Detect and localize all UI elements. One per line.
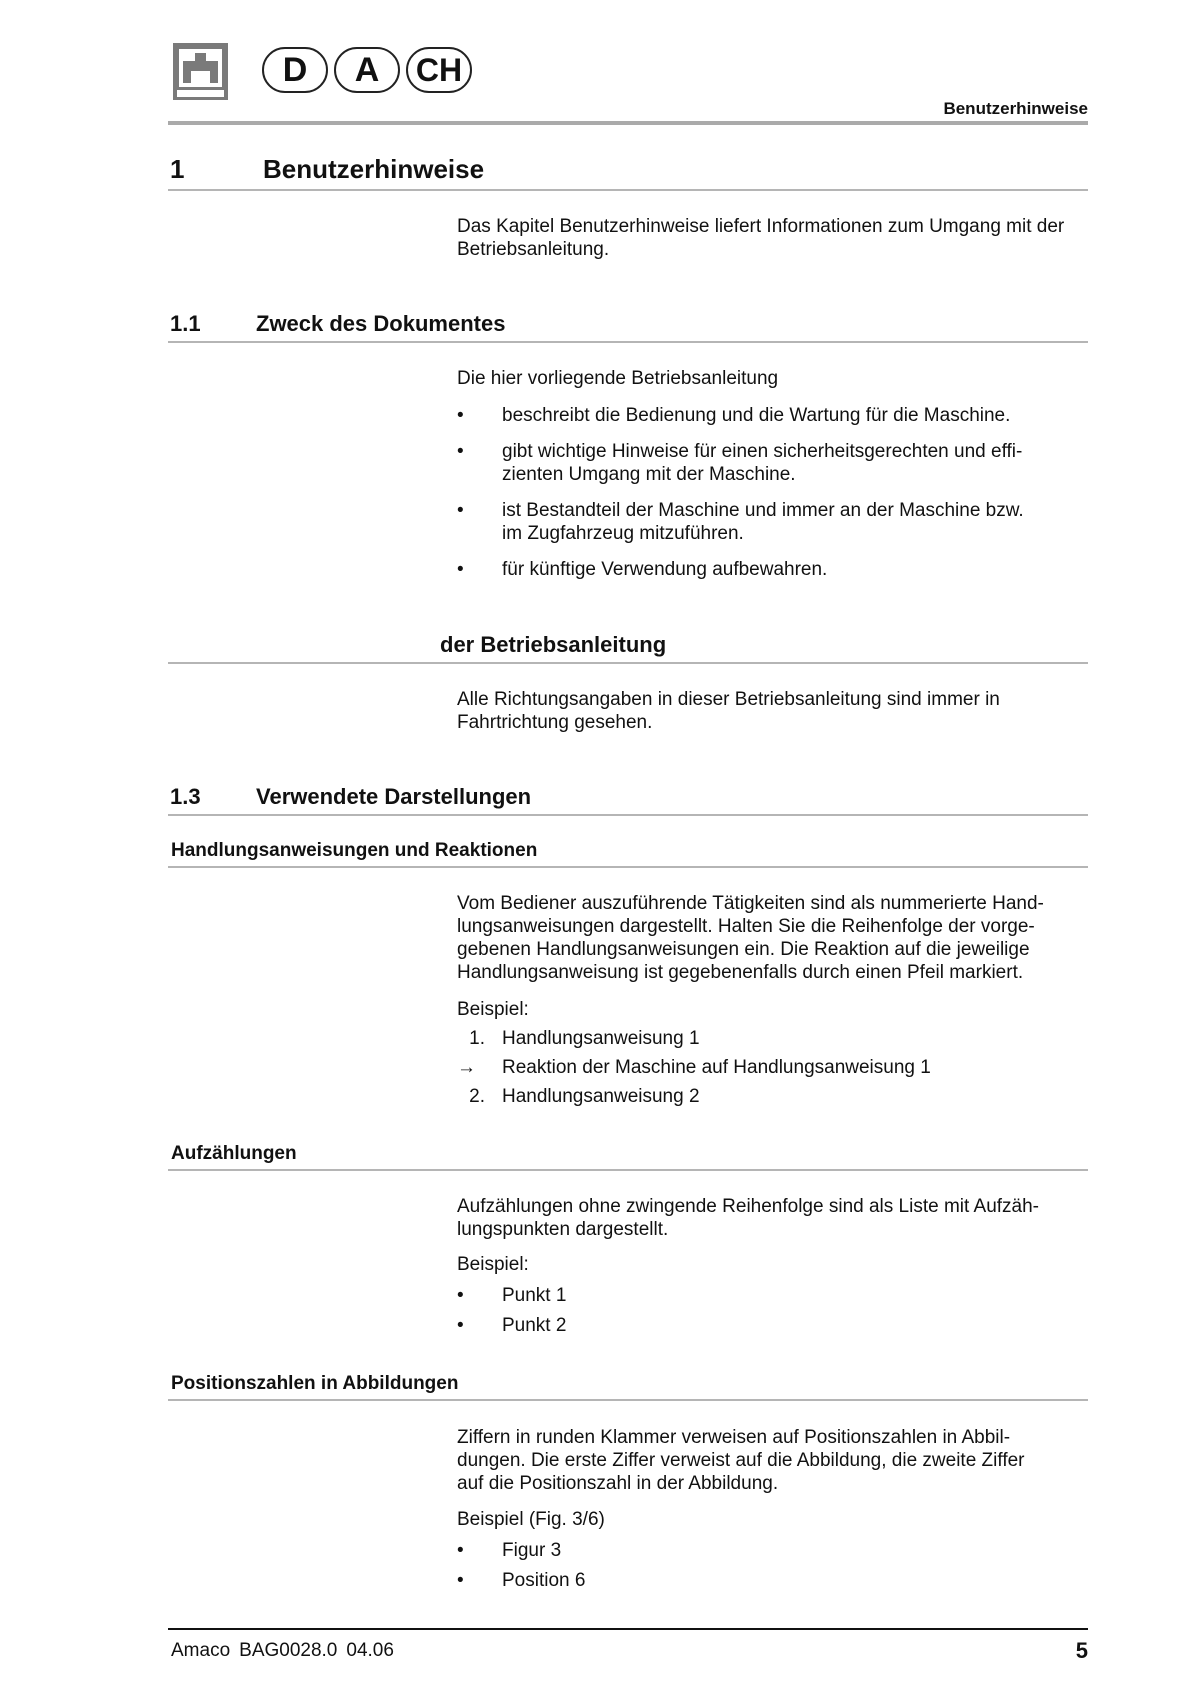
subsection-pos-rule: [168, 1399, 1088, 1401]
running-head: Benutzerhinweise: [943, 99, 1088, 118]
bullet-icon: •: [457, 441, 464, 462]
amazone-logo: [173, 43, 228, 100]
footer-doc-number: BAG0028.0: [239, 1640, 338, 1661]
bullet-icon: •: [457, 559, 464, 580]
section-1-2-rule: [168, 662, 1088, 664]
footer-date: 04.06: [346, 1640, 394, 1661]
list-item: • gibt wichtige Hinweise für einen sicherheitsgerechten und effi- zienten Umgang mit der Maschine.: [457, 441, 1023, 485]
section-1-1-title: Zweck des Dokumentes: [256, 311, 506, 336]
section-1-1-number: 1.1: [170, 311, 201, 336]
section-1-1-lead: Die hier vorliegende Betriebsanleitung: [457, 368, 779, 389]
footer-rule: [168, 1628, 1088, 1630]
subsection-aufz-title: Aufzählungen: [171, 1143, 297, 1164]
chapter-rule: [168, 189, 1088, 191]
example-label: Beispiel:: [457, 1254, 529, 1275]
header-rule: [168, 121, 1088, 125]
subsection-aufz-rule: [168, 1169, 1088, 1171]
footer-brand: Amaco: [171, 1640, 231, 1661]
section-1-1-heading: [170, 311, 505, 337]
list-item: • Position 6: [457, 1570, 586, 1591]
country-badge-a: A: [334, 47, 400, 93]
list-item: • Figur 3: [457, 1540, 562, 1561]
reaction-item: → Reaktion der Maschine auf Handlungsanweisung 1: [457, 1057, 931, 1078]
arrow-right-icon: →: [457, 1057, 476, 1078]
bullet-icon: •: [457, 1315, 464, 1336]
bullet-icon: •: [457, 500, 464, 521]
page-number: 5: [1075, 1638, 1088, 1663]
chapter-number: 1: [170, 154, 185, 184]
subsection-pos-text: Ziffern in runden Klammer verweisen auf Positionszahlen in Abbil- dungen. Die erste Ziffer verweist auf die Abbildung, die zweite Ziffer auf die Positionszahl in der Abbildung.: [457, 1427, 1025, 1494]
chapter-heading: [170, 154, 484, 185]
footer-info: [171, 1640, 403, 1662]
bullet-icon: •: [457, 405, 464, 426]
step-number: 2.: [469, 1086, 485, 1107]
section-1-3-rule: [168, 814, 1088, 816]
list-item: • beschreibt die Bedienung und die Wartung für die Maschine.: [457, 405, 1011, 426]
subsection-handlung-text: Vom Bediener auszuführende Tätigkeiten sind als nummerierte Hand- lungsanweisungen dargestellt. Halten Sie die Reihenfolge der vorge- gebenen Handlungsanweisungen ein. Die Reaktion auf die jeweilige Handlungsanweisung ist gegebenenfalls durch einen Pfeil markiert.: [457, 893, 1044, 983]
subsection-handlung-rule: [168, 866, 1088, 868]
country-badge-d: D: [262, 47, 328, 93]
list-item: • ist Bestandteil der Maschine und immer an der Maschine bzw. im Zugfahrzeug mitzuführen.: [457, 500, 1024, 544]
example-label: Beispiel (Fig. 3/6): [457, 1509, 605, 1530]
country-codes: [262, 45, 472, 95]
subsection-aufz-text: Aufzählungen ohne zwingende Reihenfolge sind als Liste mit Aufzäh- lungspunkten dargestellt.: [457, 1196, 1039, 1240]
subsection-handlung-title: Handlungsanweisungen und Reaktionen: [171, 840, 538, 861]
bullet-icon: •: [457, 1570, 464, 1591]
example-label: Beispiel:: [457, 999, 529, 1020]
country-badge-ch: CH: [406, 47, 472, 93]
section-1-1-rule: [168, 341, 1088, 343]
list-item: • Punkt 2: [457, 1315, 567, 1336]
step-item: 2. Handlungsanweisung 2: [457, 1085, 1082, 1108]
section-1-2-title: der Betriebsanleitung: [440, 632, 667, 657]
step-number: 1.: [469, 1028, 485, 1049]
bullet-icon: •: [457, 1285, 464, 1306]
section-1-3-heading: [170, 784, 531, 810]
subsection-pos-title: Positionszahlen in Abbildungen: [171, 1373, 459, 1394]
list-item: • für künftige Verwendung aufbewahren.: [457, 559, 828, 580]
section-1-2-text: Alle Richtungsangaben in dieser Betriebsanleitung sind immer in Fahrtrichtung gesehen.: [457, 689, 1000, 733]
section-1-3-number: 1.3: [170, 784, 201, 809]
list-item: • Punkt 1: [457, 1285, 567, 1306]
bullet-icon: •: [457, 1540, 464, 1561]
chapter-intro: Das Kapitel Benutzerhinweise liefert Informationen zum Umgang mit der Betriebsanleitung.: [457, 216, 1065, 260]
section-1-3-title: Verwendete Darstellungen: [256, 784, 532, 809]
step-item: 1. Handlungsanweisung 1: [457, 1027, 1082, 1050]
chapter-title: Benutzerhinweise: [263, 154, 485, 184]
